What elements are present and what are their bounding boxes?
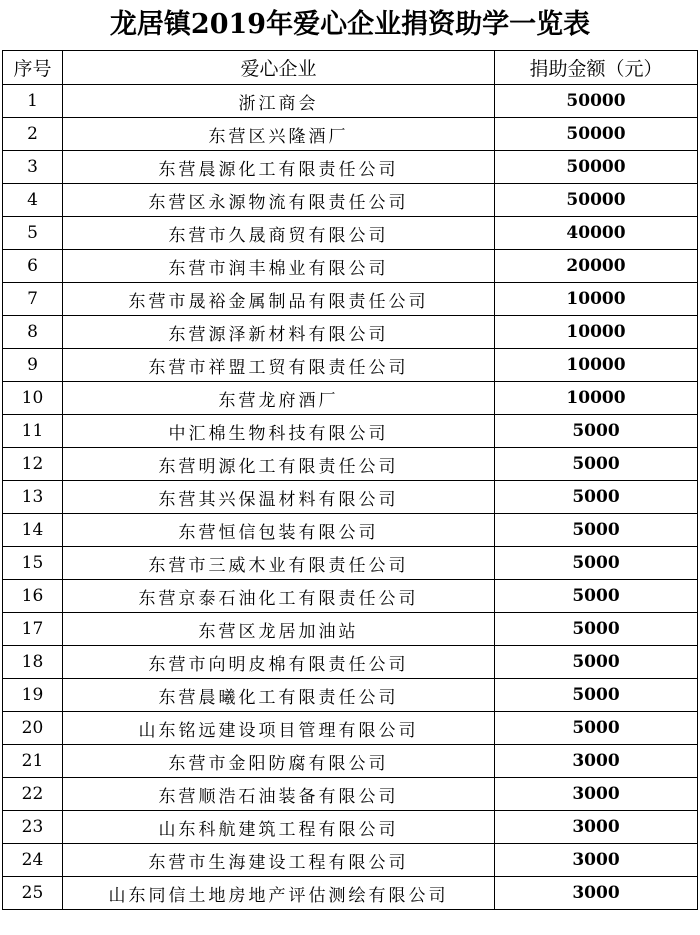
row-amount: 40000 bbox=[495, 217, 698, 250]
table-row bbox=[3, 778, 698, 811]
row-amount: 5000 bbox=[495, 646, 698, 679]
row-company: 东营市生海建设工程有限公司 bbox=[63, 844, 495, 877]
table-row bbox=[3, 382, 698, 415]
row-index: 3 bbox=[3, 151, 63, 184]
page-title: 龙居镇2019年爱心企业捐资助学一览表 bbox=[109, 9, 591, 40]
table-row bbox=[3, 415, 698, 448]
row-index: 21 bbox=[3, 745, 63, 778]
row-company: 东营明源化工有限责任公司 bbox=[63, 448, 495, 481]
row-amount: 5000 bbox=[495, 679, 698, 712]
table-row bbox=[3, 712, 698, 745]
table-row bbox=[3, 184, 698, 217]
row-index: 10 bbox=[3, 382, 63, 415]
row-index: 8 bbox=[3, 316, 63, 349]
row-amount: 10000 bbox=[495, 349, 698, 382]
row-amount: 50000 bbox=[495, 184, 698, 217]
row-company: 东营其兴保温材料有限公司 bbox=[63, 481, 495, 514]
header-index: 序号 bbox=[3, 51, 63, 85]
table-row bbox=[3, 217, 698, 250]
table-row bbox=[3, 514, 698, 547]
table-row bbox=[3, 85, 698, 118]
table-row bbox=[3, 481, 698, 514]
row-index: 20 bbox=[3, 712, 63, 745]
table-row bbox=[3, 547, 698, 580]
table-row bbox=[3, 679, 698, 712]
row-index: 19 bbox=[3, 679, 63, 712]
row-amount: 10000 bbox=[495, 316, 698, 349]
row-company: 山东科航建筑工程有限公司 bbox=[63, 811, 495, 844]
row-company: 东营市金阳防腐有限公司 bbox=[63, 745, 495, 778]
row-company: 东营京泰石油化工有限责任公司 bbox=[63, 580, 495, 613]
table-row bbox=[3, 811, 698, 844]
row-company: 东营龙府酒厂 bbox=[63, 382, 495, 415]
row-amount: 5000 bbox=[495, 448, 698, 481]
row-amount: 10000 bbox=[495, 283, 698, 316]
header-company: 爱心企业 bbox=[63, 51, 495, 85]
table-row bbox=[3, 151, 698, 184]
row-index: 1 bbox=[3, 85, 63, 118]
row-index: 4 bbox=[3, 184, 63, 217]
table-row bbox=[3, 283, 698, 316]
table-body bbox=[3, 51, 698, 910]
row-index: 15 bbox=[3, 547, 63, 580]
row-index: 6 bbox=[3, 250, 63, 283]
table-row bbox=[3, 349, 698, 382]
row-index: 12 bbox=[3, 448, 63, 481]
donation-table bbox=[2, 50, 698, 910]
row-index: 22 bbox=[3, 778, 63, 811]
row-amount: 5000 bbox=[495, 613, 698, 646]
row-amount: 5000 bbox=[495, 514, 698, 547]
table-header-row bbox=[3, 51, 698, 85]
table-row bbox=[3, 613, 698, 646]
row-company: 东营市久晟商贸有限公司 bbox=[63, 217, 495, 250]
table-row bbox=[3, 745, 698, 778]
row-index: 25 bbox=[3, 877, 63, 910]
row-index: 24 bbox=[3, 844, 63, 877]
row-index: 17 bbox=[3, 613, 63, 646]
row-amount: 5000 bbox=[495, 481, 698, 514]
row-index: 2 bbox=[3, 118, 63, 151]
row-amount: 5000 bbox=[495, 580, 698, 613]
row-amount: 3000 bbox=[495, 778, 698, 811]
row-company: 东营晨源化工有限责任公司 bbox=[63, 151, 495, 184]
table-row bbox=[3, 646, 698, 679]
row-index: 18 bbox=[3, 646, 63, 679]
row-amount: 50000 bbox=[495, 85, 698, 118]
row-amount: 3000 bbox=[495, 745, 698, 778]
row-company: 东营恒信包装有限公司 bbox=[63, 514, 495, 547]
row-company: 东营顺浩石油装备有限公司 bbox=[63, 778, 495, 811]
row-amount: 20000 bbox=[495, 250, 698, 283]
row-company: 中汇棉生物科技有限公司 bbox=[63, 415, 495, 448]
row-index: 13 bbox=[3, 481, 63, 514]
row-amount: 3000 bbox=[495, 877, 698, 910]
row-index: 11 bbox=[3, 415, 63, 448]
table-row bbox=[3, 448, 698, 481]
row-company: 浙江商会 bbox=[63, 85, 495, 118]
row-company: 山东铭远建设项目管理有限公司 bbox=[63, 712, 495, 745]
row-amount: 5000 bbox=[495, 415, 698, 448]
row-index: 14 bbox=[3, 514, 63, 547]
row-company: 东营市晟裕金属制品有限责任公司 bbox=[63, 283, 495, 316]
row-index: 7 bbox=[3, 283, 63, 316]
table-row bbox=[3, 580, 698, 613]
row-company: 东营市祥盟工贸有限责任公司 bbox=[63, 349, 495, 382]
row-company: 东营市向明皮棉有限责任公司 bbox=[63, 646, 495, 679]
row-company: 东营区龙居加油站 bbox=[63, 613, 495, 646]
row-index: 16 bbox=[3, 580, 63, 613]
row-company: 东营晨曦化工有限责任公司 bbox=[63, 679, 495, 712]
row-company: 山东同信土地房地产评估测绘有限公司 bbox=[63, 877, 495, 910]
row-amount: 50000 bbox=[495, 118, 698, 151]
row-amount: 3000 bbox=[495, 811, 698, 844]
row-amount: 10000 bbox=[495, 382, 698, 415]
row-company: 东营市三威木业有限责任公司 bbox=[63, 547, 495, 580]
row-company: 东营区永源物流有限责任公司 bbox=[63, 184, 495, 217]
table-row bbox=[3, 316, 698, 349]
row-index: 23 bbox=[3, 811, 63, 844]
row-amount: 3000 bbox=[495, 844, 698, 877]
row-company: 东营区兴隆酒厂 bbox=[63, 118, 495, 151]
row-index: 5 bbox=[3, 217, 63, 250]
table-row bbox=[3, 118, 698, 151]
table-row bbox=[3, 844, 698, 877]
table-row bbox=[3, 877, 698, 910]
row-company: 东营市润丰棉业有限公司 bbox=[63, 250, 495, 283]
row-index: 9 bbox=[3, 349, 63, 382]
header-amount: 捐助金额（元） bbox=[495, 51, 698, 85]
row-company: 东营源泽新材料有限公司 bbox=[63, 316, 495, 349]
row-amount: 5000 bbox=[495, 547, 698, 580]
row-amount: 5000 bbox=[495, 712, 698, 745]
table-row bbox=[3, 250, 698, 283]
row-amount: 50000 bbox=[495, 151, 698, 184]
